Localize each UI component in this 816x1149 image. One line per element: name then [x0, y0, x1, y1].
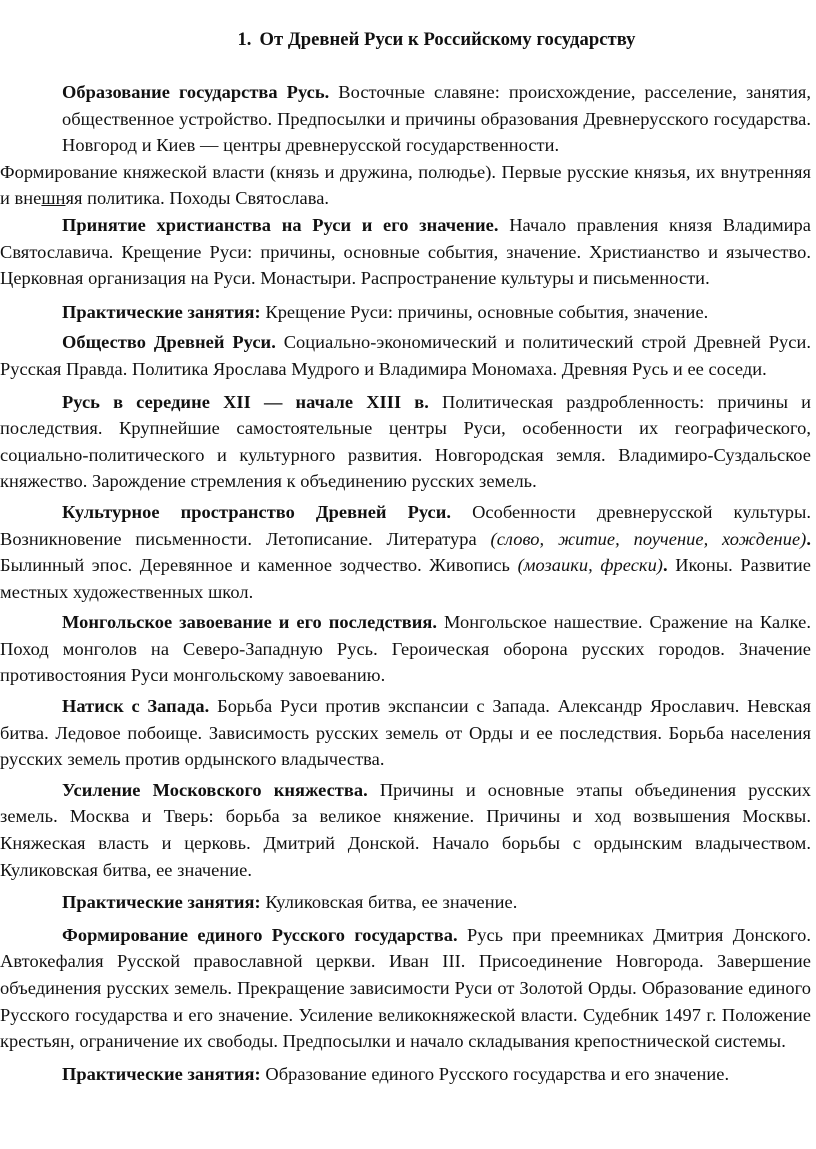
section-heading: Усиление Московского княжества. — [62, 779, 368, 800]
section-heading: Натиск с Запада. — [62, 696, 210, 717]
section-heading: Монгольское завоевание и его последствия. — [62, 612, 438, 633]
section-text: Русь при преемниках Дмитрия Донского. Автокефалия Русской православной церкви. Иван III. Присоединение Новгорода. Завершение объединения русских земель. Прекращение зависимости Руси от Золотой Орды. Образование единого Русского государства и его значение. Усиление великокняжеской власти. Судебник 1497 г. Положение крестьян, ограничение их свободы. Предпосылки и начало складывания крепостнической системы. — [0, 924, 811, 1052]
section-text: Образование единого Русского государства и его значение. — [265, 1063, 730, 1084]
title-text: От Древней Руси к Российскому государству — [259, 29, 636, 50]
section-heading: Формирование единого Русского государства. — [62, 924, 458, 945]
section-practice-3 — [0, 1061, 811, 1088]
section-text: Восточные славяне: происхождение, расселение, занятия, общественное устройство. Предпосылки и причины образования Древнерусского государства. Новгород и Киев — центры древнерусской государственности. — [62, 82, 812, 156]
section-heading: Практические занятия: — [62, 1063, 261, 1084]
section-text: Былинный эпос. Деревянное и каменное зодчество. Живопись — [0, 555, 510, 576]
section-society — [0, 329, 811, 382]
section-text: Причины и основные этапы объединения русских земель. Москва и Тверь: борьба за великое княжение. Причины и ход возвышения Москвы. Княжеская власть и церковь. Дмитрий Донской. Начало борьбы с ордынским владычеством. Куликовская битва, ее значение. — [0, 779, 811, 880]
section-text-italic: (слово, житие, поучение, хождение) — [490, 528, 807, 549]
section-practice-1 — [0, 299, 811, 326]
section-heading: Общество Древней Руси. — [62, 332, 276, 353]
section-text: Куликовская битва, ее значение. — [265, 892, 518, 913]
section-moscow-rise — [0, 777, 811, 883]
section-princely-power — [0, 159, 811, 212]
section-text: Социально-экономический и политический строй Древней Руси. Русская Правда. Политика Ярослава Мудрого и Владимира Мономаха. Древняя Русь и ее соседи. — [0, 332, 811, 379]
section-heading: Образование государства Русь. — [62, 82, 330, 102]
section-heading: Практические занятия: — [62, 301, 261, 322]
section-education-of-rus — [62, 79, 811, 159]
section-heading: Принятие христианства на Руси и его значение. — [62, 214, 499, 235]
section-heading: Русь в середине XII — начале XIII в. — [62, 391, 429, 412]
section-text: Борьба Руси против экспансии с Запада. Александр Ярославич. Невская битва. Ледовое побоище. Зависимость русских земель от Орды и ее последствия. Борьба населения русских земель против ордынского владычества. — [0, 696, 811, 770]
section-text: Формирование княжеской власти (князь и дружина, полюдье). Первые русские князья, их внутренняя и вне — [0, 161, 811, 209]
section-text: Политическая раздробленность: причины и последствия. Крупнейшие самостоятельные центры Руси, особенности их географического, социально-политического и культурного развития. Новгородская земля. Владимиро-Суздальское княжество. Зарождение стремления к объединению русских земель. — [0, 391, 811, 492]
section-unified-state — [0, 922, 811, 1055]
section-christianity — [0, 212, 811, 292]
section-mongol-conquest — [0, 609, 811, 689]
section-text-underlined: шн — [41, 188, 66, 209]
section-heading: Практические занятия: — [62, 892, 261, 913]
section-text-italic: (мозаики, фрески) — [517, 555, 663, 576]
section-fragmentation — [0, 389, 811, 495]
page-title — [62, 26, 811, 54]
title-number: 1. — [237, 29, 252, 50]
section-west-onslaught — [0, 693, 811, 773]
section-culture: Культурное пространство Древней Руси. Особенности древнерусской культуры. Возникновение письменности. Летописание. Литература (слово, житие, поучение, хождение). Былинный эпос. Деревянное и каменное зодчество. Живопись (мозаики, фрески). Иконы. Развитие местных художественных школ. — [0, 501, 811, 602]
section-text: яя политика. Походы Святослава. — [65, 188, 330, 209]
section-practice-2 — [0, 889, 811, 916]
section-text: Крещение Руси: причины, основные события, значение. — [265, 301, 709, 322]
section-text: Монгольское нашествие. Сражение на Калке. Поход монголов на Северо-Западную Русь. Героическая оборона русских городов. Значение противостояния Руси монгольскому завоеванию. — [0, 612, 811, 686]
section-heading: Культурное пространство Древней Руси. — [62, 501, 452, 522]
section-text: Особенности древнерусской культуры. Возникновение письменности. Летописание. Литература — [0, 501, 811, 549]
section-text: Начало правления князя Владимира Святославича. Крещение Руси: причины, основные события, значение. Христианство и язычество. Церковная организация на Руси. Монастыри. Распространение культуры и письменности. — [0, 214, 812, 289]
section-text: Иконы. Развитие местных художественных школ. — [0, 555, 811, 602]
